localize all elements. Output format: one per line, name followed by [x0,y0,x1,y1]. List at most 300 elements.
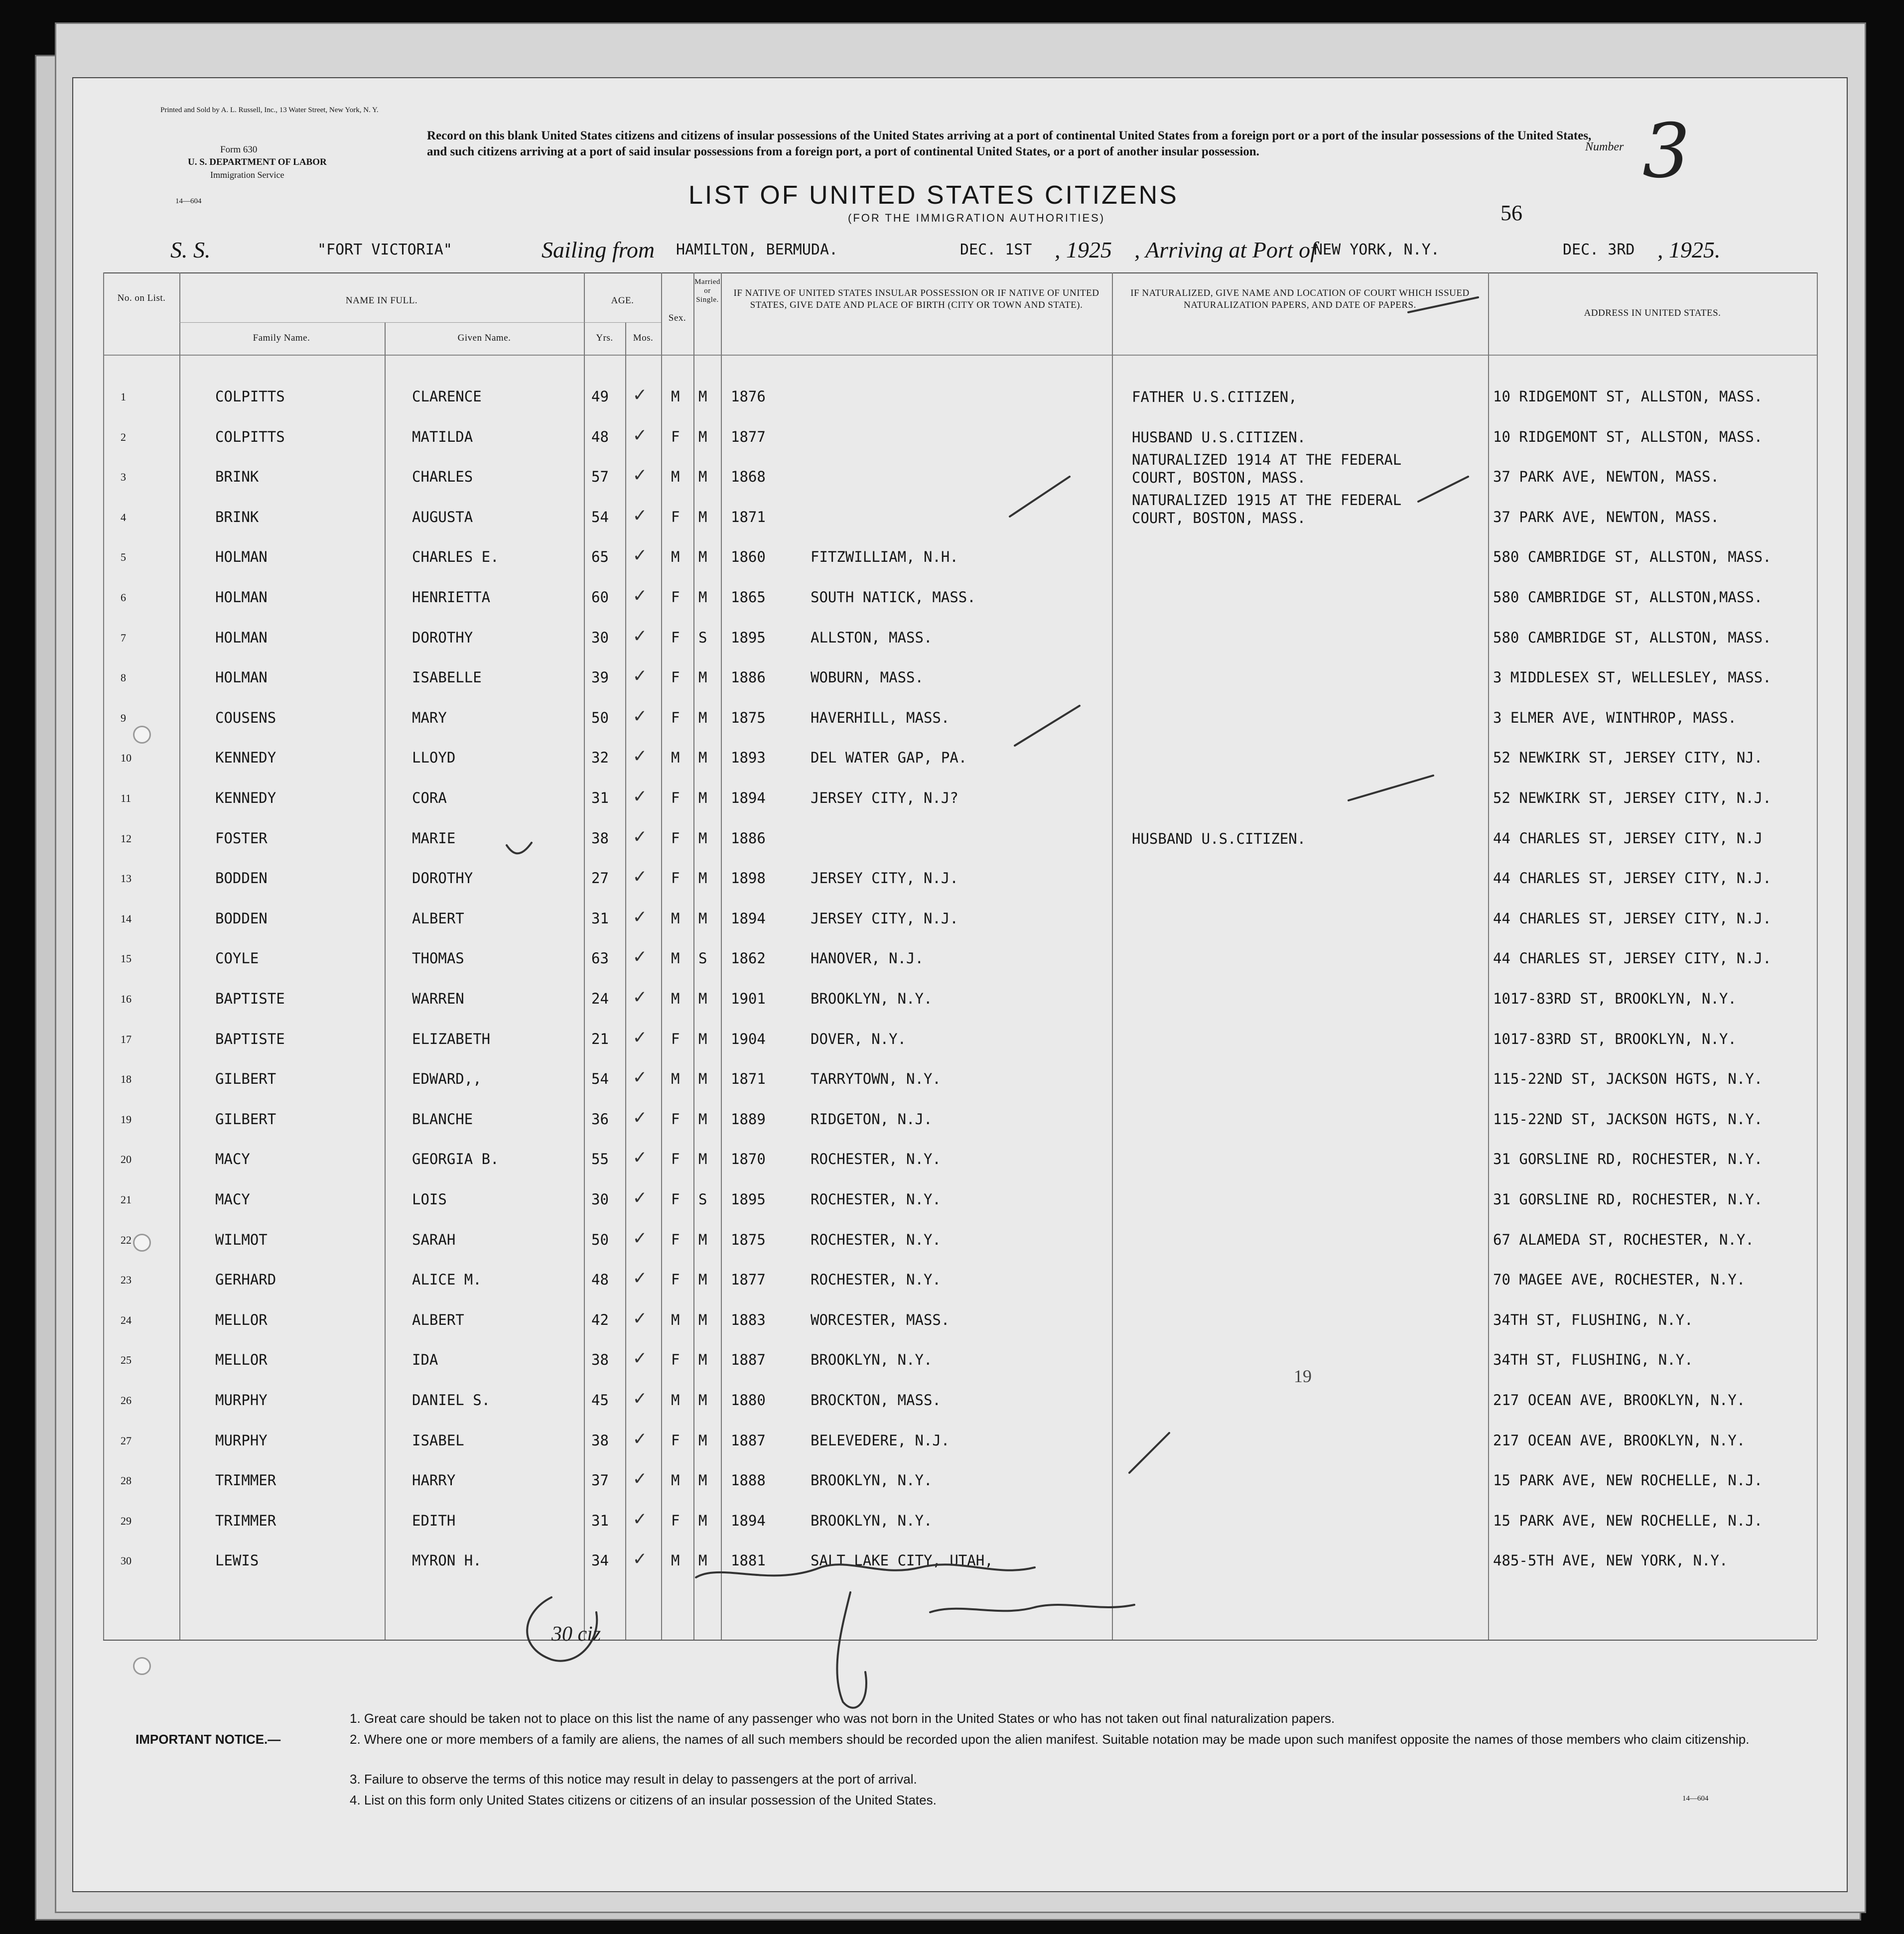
sex: F [671,1030,680,1047]
naturalization-info: NATURALIZED 1914 AT THE FEDERAL COURT, BOSTON, MASS. [1132,451,1402,487]
birth-place: ROCHESTER, N.Y. [811,1151,941,1168]
check-mark: ✓ [634,423,646,446]
sex: F [671,1191,680,1208]
sex: M [671,1472,680,1489]
row-number: 12 [121,832,132,845]
handwritten-total: 30 ciz [551,1623,601,1646]
given-name: EDWARD,, [412,1070,482,1088]
us-address: 15 PARK AVE, NEW ROCHELLE, N.J. [1493,1472,1763,1489]
sex: F [671,1231,680,1248]
row-number: 30 [121,1554,132,1567]
sex: F [671,629,680,646]
check-mark: ✓ [634,1146,646,1169]
marital-status: M [698,870,707,887]
birth-place: ALLSTON, MASS. [811,629,933,646]
family-name: MELLOR [215,1351,268,1369]
check-mark: ✓ [634,1507,646,1530]
us-address: 217 OCEAN AVE, BROOKLYN, N.Y. [1493,1431,1746,1449]
check-mark: ✓ [634,985,646,1008]
family-name: BRINK [215,508,259,525]
age-years: 30 [591,1191,609,1208]
birth-year: 1870 [731,1151,766,1168]
marital-status: M [698,909,707,927]
birth-year: 1871 [731,508,766,525]
check-mark: ✓ [634,463,646,487]
marital-status: M [698,749,707,767]
check-mark: ✓ [634,784,646,807]
given-name: ELIZABETH [412,1030,491,1047]
family-name: GILBERT [215,1070,276,1088]
age-years: 34 [591,1552,609,1569]
birth-place: RIDGETON, N.J. [811,1110,933,1128]
check-mark: ✓ [634,1065,646,1089]
sex: F [671,789,680,806]
naturalization-info: HUSBAND U.S.CITIZEN. [1132,428,1306,446]
birth-year: 1880 [731,1392,766,1409]
col-header-mos: Mos. [633,333,654,343]
sex: M [671,950,680,967]
marital-status: M [698,1512,707,1529]
given-name: CORA [412,789,447,806]
birth-place: WOBURN, MASS. [811,669,924,686]
birth-year: 1875 [731,1231,766,1248]
sex: F [671,508,680,525]
us-address: 3 ELMER AVE, WINTHROP, MASS. [1493,709,1737,726]
arrival-port: NEW YORK, N.Y. [1314,241,1440,258]
sex: M [671,1392,680,1409]
family-name: KENNEDY [215,749,276,767]
us-address: 115-22ND ST, JACKSON HGTS, N.Y. [1493,1070,1763,1088]
col-header-no: No. on List. [117,293,166,303]
family-name: BODDEN [215,909,268,927]
birth-place: SOUTH NATICK, MASS. [811,589,976,606]
sex: M [671,548,680,566]
birth-year: 1881 [731,1552,766,1569]
list-number: 3 [1642,108,1690,195]
row-number: 29 [121,1514,132,1527]
row-number: 19 [121,1113,132,1126]
birth-year: 1868 [731,468,766,486]
given-name: DOROTHY [412,870,473,887]
birth-place: JERSEY CITY, N.J. [811,909,958,927]
check-mark: ✓ [634,704,646,727]
given-name: BLANCHE [412,1110,473,1128]
us-address: 52 NEWKIRK ST, JERSEY CITY, NJ. [1493,749,1763,767]
age-years: 30 [591,629,609,646]
sex: M [671,990,680,1007]
us-address: 10 RIDGEMONT ST, ALLSTON, MASS. [1493,388,1763,405]
stamp-number: 19 [1294,1366,1312,1386]
punch-hole [133,1234,151,1252]
marital-status: M [698,990,707,1007]
us-address: 1017-83RD ST, BROOKLYN, N.Y. [1493,990,1737,1007]
marital-status: M [698,508,707,525]
given-name: HARRY [412,1472,456,1489]
row-number: 6 [121,591,126,604]
us-address: 37 PARK AVE, NEWTON, MASS. [1493,508,1719,525]
check-mark: ✓ [634,503,646,526]
row-number: 22 [121,1233,132,1246]
birth-place: JERSEY CITY, N.J? [811,789,958,806]
row-number: 3 [121,471,126,484]
family-name: TRIMMER [215,1472,276,1489]
row-number: 7 [121,631,126,644]
marital-status: M [698,669,707,686]
sex: F [671,1512,680,1529]
check-mark: ✓ [634,1547,646,1570]
age-years: 38 [591,1431,609,1449]
col-header-naturalized: IF NATURALIZED, GIVE NAME AND LOCATION OF COURT WHICH ISSUED NATURALIZATION PAPERS, AND DATE OF PAPERS. [1130,288,1470,310]
arrival-year: , 1925. [1657,237,1721,262]
family-name: LEWIS [215,1552,259,1569]
row-number: 4 [121,511,126,523]
row-number: 27 [121,1434,132,1447]
naturalization-info: HUSBAND U.S.CITIZEN. [1132,830,1306,847]
family-name: BAPTISTE [215,990,285,1007]
age-years: 50 [591,1231,609,1248]
us-address: 44 CHARLES ST, JERSEY CITY, N.J. [1493,909,1771,927]
ss-label: S. S. [170,237,211,262]
row-number: 9 [121,711,126,724]
check-mark: ✓ [634,1186,646,1209]
record-instructions: Record on this blank United States citizens and citizens of insular possessions of the United States arriving at a port of continental United States from a foreign port or a port of the insular possessions of the United States, and such citizens arriving at a port of said insular possessions from a foreign port, a port of continental United States, or a port of another insular possession. [427,129,1592,158]
birth-place: ROCHESTER, N.Y. [811,1231,941,1248]
arrival-date: DEC. 3RD [1563,241,1635,258]
family-name: BAPTISTE [215,1030,285,1047]
number-label: Number [1585,140,1624,153]
col-header-age: AGE. [611,295,634,306]
birth-year: 1875 [731,709,766,726]
notice-item-2: 2. Where one or more members of a family are aliens, the names of all such members should be recorded upon the alien manifest. Suitable notation may be made upon such manifest opposite the names of those members who claim citizenship. [350,1732,1750,1747]
given-name: MARY [412,709,447,726]
notice-item-3: 3. Failure to observe the terms of this notice may result in delay to passengers at the port of arrival. [350,1772,917,1787]
birth-year: 1901 [731,990,766,1007]
us-address: 44 CHARLES ST, JERSEY CITY, N.J [1493,829,1763,847]
us-address: 580 CAMBRIDGE ST, ALLSTON,MASS. [1493,589,1763,606]
form-number: Form 630 [220,144,258,155]
punch-hole [133,726,151,744]
row-number: 24 [121,1313,132,1326]
age-years: 49 [591,388,609,405]
sex: F [671,709,680,726]
family-name: GILBERT [215,1110,276,1128]
check-mark: ✓ [634,1346,646,1370]
row-number: 17 [121,1032,132,1045]
sex: M [671,749,680,767]
row-number: 1 [121,390,126,403]
given-name: ALICE M. [412,1271,482,1289]
form-code: 14—604 [175,197,202,205]
row-number: 18 [121,1073,132,1086]
birth-place: SALT LAKE CITY, UTAH, [811,1552,993,1569]
check-mark: ✓ [634,1025,646,1048]
birth-year: 1886 [731,829,766,847]
given-name: DANIEL S. [412,1392,491,1409]
marital-status: M [698,1151,707,1168]
marital-status: S [698,629,707,646]
family-name: COYLE [215,950,259,967]
us-address: 217 OCEAN AVE, BROOKLYN, N.Y. [1493,1392,1746,1409]
us-address: 34TH ST, FLUSHING, N.Y. [1493,1351,1693,1369]
family-name: MURPHY [215,1392,268,1409]
arriving-label: , Arriving at Port of [1134,237,1317,262]
marital-status: M [698,428,707,445]
us-address: 580 CAMBRIDGE ST, ALLSTON, MASS. [1493,629,1771,646]
check-mark: ✓ [634,664,646,687]
age-years: 65 [591,548,609,566]
birth-place: DOVER, N.Y. [811,1030,907,1047]
birth-place: TARRYTOWN, N.Y. [811,1070,941,1088]
age-years: 48 [591,1271,609,1289]
birth-place: ROCHESTER, N.Y. [811,1191,941,1208]
check-mark: ✓ [634,584,646,607]
page-title: LIST OF UNITED STATES CITIZENS [688,181,1179,210]
row-number: 13 [121,872,132,885]
printer-line: Printed and Sold by A. L. Russell, Inc., 13 Water Street, New York, N. Y. [160,106,379,114]
us-address: 70 MAGEE AVE, ROCHESTER, N.Y. [1493,1271,1746,1289]
sex: F [671,1271,680,1289]
age-years: 31 [591,789,609,806]
family-name: GERHARD [215,1271,276,1289]
marital-status: M [698,1351,707,1369]
marital-status: M [698,1392,707,1409]
given-name: MARIE [412,829,456,847]
page-number: 56 [1500,201,1522,225]
marital-status: M [698,1472,707,1489]
marital-status: M [698,388,707,405]
birth-year: 1894 [731,1512,766,1529]
given-name: MATILDA [412,428,473,445]
notice-item-4: 4. List on this form only United States citizens or citizens of an insular possession of the United States. [350,1793,937,1807]
birth-place: BROOKLYN, N.Y. [811,1472,933,1489]
sex: F [671,1431,680,1449]
birth-year: 1904 [731,1030,766,1047]
sex: F [671,1110,680,1128]
check-mark: ✓ [634,945,646,968]
marital-status: S [698,950,707,967]
col-header-married: Married or Single. [694,278,720,304]
birth-year: 1889 [731,1110,766,1128]
sex: F [671,829,680,847]
birth-place: BROOKLYN, N.Y. [811,1351,933,1369]
birth-year: 1895 [731,1191,766,1208]
sex: F [671,428,680,445]
given-name: LOIS [412,1191,447,1208]
family-name: HOLMAN [215,548,268,566]
age-years: 57 [591,468,609,486]
us-address: 67 ALAMEDA ST, ROCHESTER, N.Y. [1493,1231,1754,1248]
given-name: MYRON H. [412,1552,482,1569]
age-years: 31 [591,909,609,927]
us-address: 580 CAMBRIDGE ST, ALLSTON, MASS. [1493,548,1771,566]
check-mark: ✓ [634,1306,646,1329]
given-name: ALBERT [412,909,464,927]
birth-year: 1871 [731,1070,766,1088]
birth-year: 1895 [731,629,766,646]
given-name: LLOYD [412,749,456,767]
page-subtitle: (FOR THE IMMIGRATION AUTHORITIES) [848,212,1105,224]
check-mark: ✓ [634,1226,646,1249]
family-name: MACY [215,1151,250,1168]
departure-port: HAMILTON, BERMUDA. [676,241,838,258]
birth-place: FITZWILLIAM, N.H. [811,548,958,566]
age-years: 54 [591,1070,609,1088]
us-address: 44 CHARLES ST, JERSEY CITY, N.J. [1493,950,1771,967]
col-header-address: ADDRESS IN UNITED STATES. [1584,308,1721,318]
age-years: 63 [591,950,609,967]
marital-status: M [698,829,707,847]
us-address: 34TH ST, FLUSHING, N.Y. [1493,1311,1693,1328]
departure-date: DEC. 1ST [960,241,1032,258]
check-mark: ✓ [634,1105,646,1129]
row-number: 25 [121,1354,132,1367]
marital-status: M [698,1110,707,1128]
check-mark: ✓ [634,624,646,647]
family-name: HOLMAN [215,589,268,606]
family-name: KENNEDY [215,789,276,806]
us-address: 15 PARK AVE, NEW ROCHELLE, N.J. [1493,1512,1763,1529]
marital-status: M [698,548,707,566]
given-name: EDITH [412,1512,456,1529]
given-name: THOMAS [412,950,464,967]
family-name: COLPITTS [215,388,285,405]
age-years: 54 [591,508,609,525]
check-mark: ✓ [634,824,646,848]
birth-year: 1894 [731,909,766,927]
punch-hole [133,1657,151,1675]
given-name: WARREN [412,990,464,1007]
birth-place: BROCKTON, MASS. [811,1392,941,1409]
age-years: 31 [591,1512,609,1529]
marital-status: M [698,1311,707,1328]
handwriting-overlay [73,78,1847,1891]
age-years: 42 [591,1311,609,1328]
given-name: CHARLES [412,468,473,486]
us-address: 3 MIDDLESEX ST, WELLESLEY, MASS. [1493,669,1771,686]
birth-year: 1883 [731,1311,766,1328]
manifest-sheet [72,77,1848,1892]
service-name: Immigration Service [210,170,284,180]
birth-place: BELEVEDERE, N.J. [811,1431,950,1449]
check-mark: ✓ [634,1266,646,1289]
row-number: 10 [121,752,132,765]
given-name: IDA [412,1351,438,1369]
marital-status: M [698,468,707,486]
check-mark: ✓ [634,1467,646,1490]
marital-status: M [698,709,707,726]
us-address: 115-22ND ST, JACKSON HGTS, N.Y. [1493,1110,1763,1128]
check-mark: ✓ [634,904,646,928]
birth-year: 1893 [731,749,766,767]
birth-place: DEL WATER GAP, PA. [811,749,967,767]
age-years: 60 [591,589,609,606]
family-name: FOSTER [215,829,268,847]
row-number: 21 [121,1193,132,1206]
col-header-sex: Sex. [668,313,686,323]
birth-year: 1860 [731,548,766,566]
birth-place: JERSEY CITY, N.J. [811,870,958,887]
sailing-from-label: Sailing from [542,237,655,262]
family-name: MURPHY [215,1431,268,1449]
birth-year: 1888 [731,1472,766,1489]
marital-status: M [698,1231,707,1248]
given-name: AUGUSTA [412,508,473,525]
given-name: ISABEL [412,1431,464,1449]
marital-status: M [698,1271,707,1289]
sex: F [671,870,680,887]
sex: F [671,1351,680,1369]
row-number: 2 [121,430,126,443]
row-number: 16 [121,993,132,1005]
row-number: 26 [121,1394,132,1407]
naturalization-info: FATHER U.S.CITIZEN, [1132,388,1297,405]
given-name: SARAH [412,1231,456,1248]
birth-place: BROOKLYN, N.Y. [811,1512,933,1529]
check-mark: ✓ [634,744,646,768]
check-mark: ✓ [634,865,646,888]
sex: F [671,589,680,606]
sex: M [671,468,680,486]
age-years: 27 [591,870,609,887]
given-name: CLARENCE [412,388,482,405]
age-years: 36 [591,1110,609,1128]
row-number: 15 [121,952,132,965]
family-name: BRINK [215,468,259,486]
check-mark: ✓ [634,383,646,406]
sex: M [671,1552,680,1569]
age-years: 38 [591,1351,609,1369]
row-number: 11 [121,792,132,804]
age-years: 45 [591,1392,609,1409]
col-header-native: IF NATIVE OF UNITED STATES INSULAR POSSESSION OR IF NATIVE OF UNITED STATES, GIVE DATE AND PLACE OF BIRTH (CITY OR TOWN AND STATE). [733,288,1099,310]
us-address: 52 NEWKIRK ST, JERSEY CITY, N.J. [1493,789,1771,806]
sex: F [671,1151,680,1168]
us-address: 31 GORSLINE RD, ROCHESTER, N.Y. [1493,1191,1763,1208]
sex: M [671,1070,680,1088]
marital-status: M [698,1030,707,1047]
family-name: WILMOT [215,1231,268,1248]
marital-status: M [698,1431,707,1449]
sex: M [671,1311,680,1328]
marital-status: M [698,1552,707,1569]
birth-place: HAVERHILL, MASS. [811,709,950,726]
us-address: 1017-83RD ST, BROOKLYN, N.Y. [1493,1030,1737,1047]
ship-name: "FORT VICTORIA" [317,241,452,258]
us-address: 31 GORSLINE RD, ROCHESTER, N.Y. [1493,1151,1763,1168]
given-name: ISABELLE [412,669,482,686]
given-name: ALBERT [412,1311,464,1328]
birth-place: WORCESTER, MASS. [811,1311,950,1328]
birth-place: BROOKLYN, N.Y. [811,990,933,1007]
marital-status: M [698,789,707,806]
marital-status: M [698,1070,707,1088]
notice-item-1: 1. Great care should be taken not to place on this list the name of any passenger who was not born in the United States or who has not taken out final naturalization papers. [350,1711,1335,1726]
age-years: 32 [591,749,609,767]
col-header-name: NAME IN FULL. [345,295,418,306]
age-years: 48 [591,428,609,445]
row-number: 5 [121,551,126,564]
birth-year: 1876 [731,388,766,405]
row-number: 20 [121,1153,132,1166]
sex: F [671,669,680,686]
age-years: 50 [591,709,609,726]
us-address: 37 PARK AVE, NEWTON, MASS. [1493,468,1719,486]
sex: M [671,388,680,405]
age-years: 38 [591,829,609,847]
birth-year: 1865 [731,589,766,606]
check-mark: ✓ [634,1426,646,1450]
check-mark: ✓ [634,1387,646,1410]
